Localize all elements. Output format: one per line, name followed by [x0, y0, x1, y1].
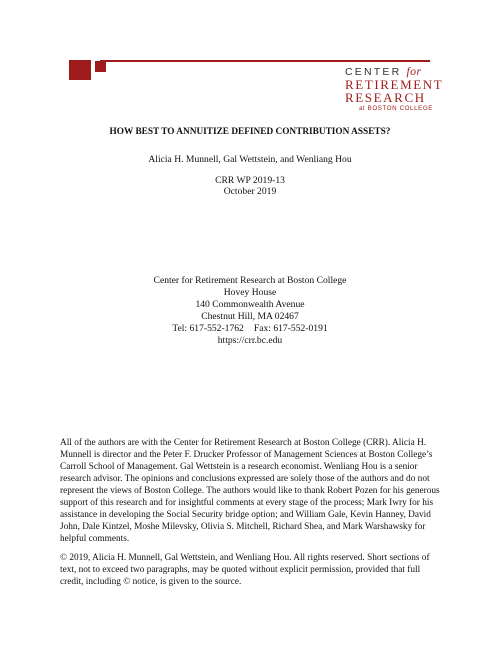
acknowledgment-paragraph [60, 437, 442, 545]
logo-for: for [406, 66, 422, 78]
website-link[interactable]: https://crr.bc.edu [217, 335, 283, 346]
logo-line-center: CENTER for [345, 66, 422, 78]
copyright-paragraph [60, 552, 442, 588]
address-block [0, 275, 500, 347]
copyright-text: © 2019, Alicia H. Munnell, Gal Wettstein, and Wenliang Hou. All rights reserved. Short sections of text, not to exceed two paragraphs, may be quoted without explicit permission, provided that full credit, including © notice, is given to the source. [60, 553, 430, 587]
paper-title: HOW BEST TO ANNUITIZE DEFINED CONTRIBUTION ASSETS? [109, 127, 391, 137]
paper-number: CRR WP 2019-13 [215, 175, 285, 186]
acknowledgment-text: All of the authors are with the Center for Retirement Research at Boston College (CRR). Alicia H. Munnell is director and the Peter F. Drucker Professor of Management Sciences at Boston College’s Carroll School of Management. Gal Wettstein is a research economist. Wenliang Hou is a senior research advisor. The opinions and conclusions expressed are solely those of the authors and do not represent the views of Boston College. The authors would like to thank Robert Pozen for his generous support of this research and for insightful comments at every stage of the process; Mark Iwry for his assistance in developing the Social Security bridge option; and William Gale, Kevin Hanney, David John, Dale Kintzel, Moshe Milevsky, Olivia S. Mitchell, Richard Shea, and Mark Warshawsky for helpful comments. [60, 438, 440, 544]
fax: Fax: 617-552-0191 [253, 323, 328, 334]
logo-line-boston-college: at BOSTON COLLEGE [358, 105, 433, 112]
header-rule [100, 60, 430, 62]
crr-logo [345, 66, 445, 113]
address-org: Center for Retirement Research at Boston College [153, 275, 347, 286]
logo-square-large [69, 60, 91, 80]
address-city: Chestnut Hill, MA 02467 [201, 311, 299, 322]
logo-line-retirement: RETIREMENT [345, 77, 444, 92]
contact-line [0, 323, 500, 335]
logo-square-small [95, 61, 106, 72]
paper-date: October 2019 [223, 186, 277, 197]
logo-line-research: RESEARCH [345, 90, 426, 105]
authors: Alicia H. Munnell, Gal Wettstein, and Wenliang Hou [148, 154, 352, 165]
tel: Tel: 617-552-1762 [172, 323, 244, 334]
address-street: 140 Commonwealth Avenue [195, 299, 305, 310]
address-building: Hovey House [223, 287, 277, 298]
